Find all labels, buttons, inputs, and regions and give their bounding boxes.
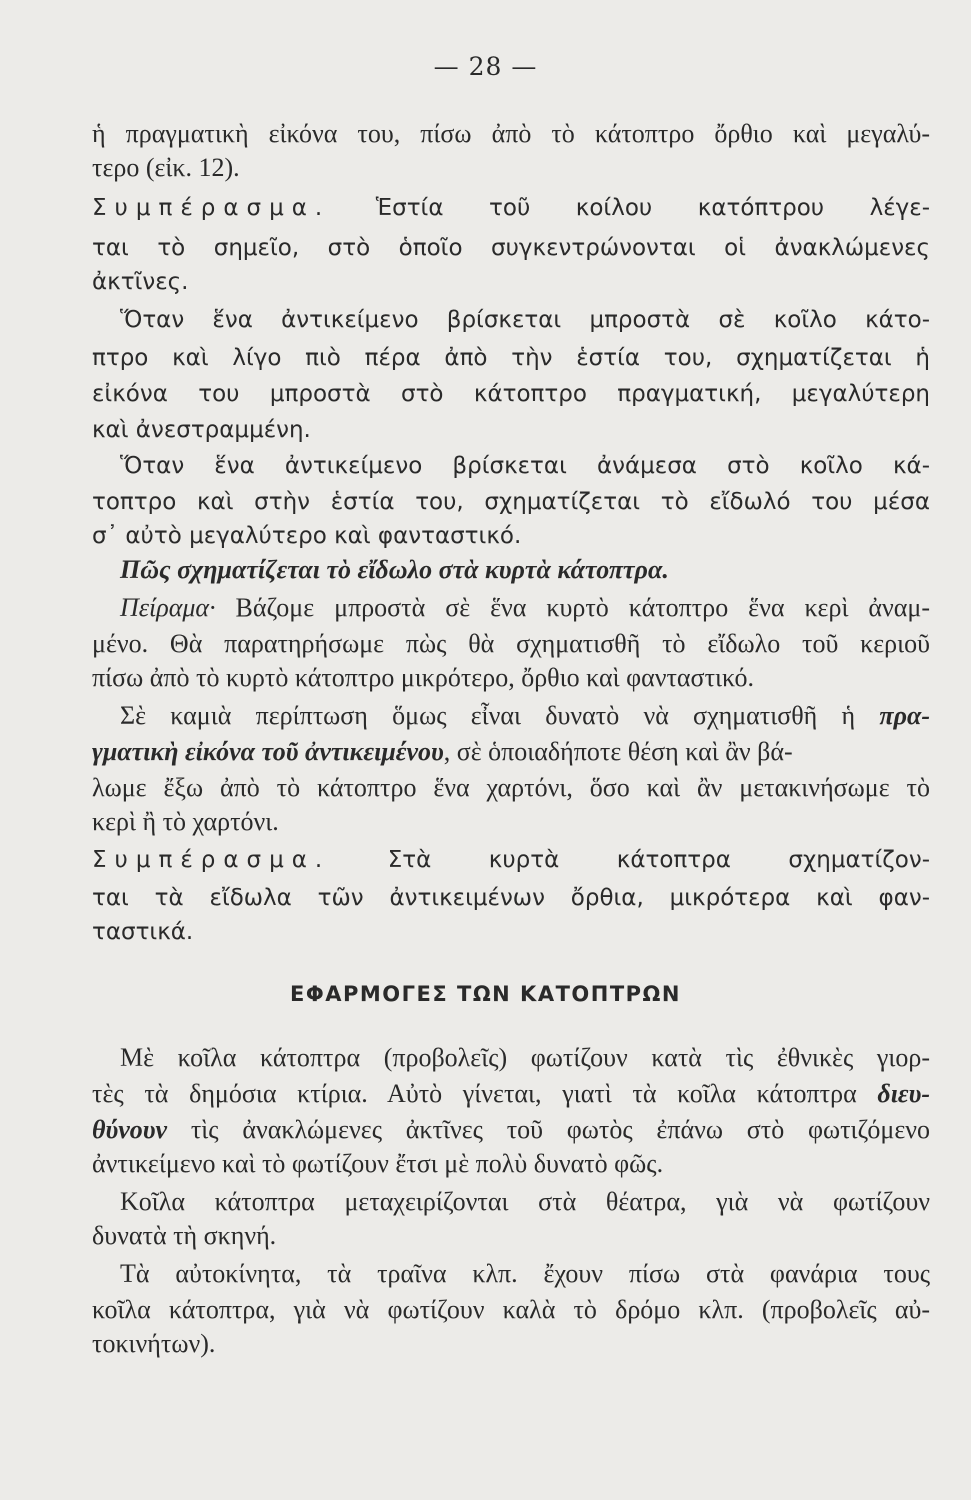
section-heading: ΕΦΑΡΜΟΓΕΣ ΤΩΝ ΚΑΤΟΠΤΡΩΝ xyxy=(290,982,681,1006)
text-span: τὲς τὰ δημόσια κτίρια. Αὐτὸ γίνεται, γιατὶ τὰ κοῖλα κάτοπτρα xyxy=(92,1079,857,1108)
text-line: ἀντικείμενο καὶ τὸ φωτίζουν ἔτσι μὲ πολὺ δυνατὸ φῶς. xyxy=(92,1149,664,1178)
emphasis-span: διευ- xyxy=(877,1079,930,1108)
page-number: — 28 — xyxy=(433,52,538,81)
text-line xyxy=(92,1076,930,1112)
text-line: Τὰ αὐτοκίνητα, τὰ τραῖνα κλπ. ἔχουν πίσω στὰ φανάρια τους xyxy=(120,1259,930,1288)
emphasis-span: πρα- xyxy=(879,701,931,730)
text-line xyxy=(92,1112,930,1148)
text-line: κερὶ ἢ τὸ χαρτόνι. xyxy=(92,807,279,836)
emphasis-span: θύνουν xyxy=(92,1115,168,1144)
text-line: δυνατὰ τὴ σκηνή. xyxy=(92,1221,277,1250)
text-line xyxy=(92,190,930,226)
text-line: Μὲ κοῖλα κάτοπτρα (προβολεῖς) φωτίζουν κατὰ τὶς ἐθνικὲς γιορ- xyxy=(120,1043,930,1072)
conclusion-label: Συμπέρασμα. xyxy=(92,847,331,873)
text-line: εἰκόνα του μπροστὰ στὸ κάτοπτρο πραγματική, μεγαλύτερη xyxy=(92,381,930,407)
text-line: ἡ πραγματικὴ εἰκόνα του, πίσω ἀπὸ τὸ κάτοπτρο ὄρθιο καὶ μεγαλύ- xyxy=(92,119,930,148)
emphasis-span: γματικὴ εἰκόνα τοῦ ἀντικειμένου xyxy=(92,737,444,766)
text-line: τοκινήτων). xyxy=(92,1329,216,1358)
text-line xyxy=(120,698,930,734)
subheading: Πῶς σχηματίζεται τὸ εἴδωλο στὰ κυρτὰ κάτοπτρα. xyxy=(120,555,669,584)
text-line: σ᾽ αὐτὸ μεγαλύτερο καὶ φανταστικό. xyxy=(92,523,522,549)
conclusion-label: Συμπέρασμα. xyxy=(92,195,331,221)
text-line: Ὅταν ἕνα ἀντικείμενο βρίσκεται ἀνάμεσα στὸ κοῖλο κά- xyxy=(120,453,930,479)
text-line: Κοῖλα κάτοπτρα μεταχειρίζονται στὰ θέατρα, γιὰ νὰ φωτίζουν xyxy=(120,1187,930,1216)
conclusion-text: Στὰ κυρτὰ κάτοπτρα σχηματίζον- xyxy=(387,847,930,873)
text-span: τὶς ἀνακλώμενες ἀκτῖνες τοῦ φωτὸς ἐπάνω στὸ φωτιζόμενο xyxy=(167,1115,930,1144)
text-line: λωμε ἔξω ἀπὸ τὸ κάτοπτρο ἕνα χαρτόνι, ὅσο καὶ ἂν μετακινήσωμε τὸ xyxy=(92,773,930,802)
experiment-text: Βάζομε μπροστὰ σὲ ἕνα κυρτὸ κάτοπτρο ἕνα κερὶ ἀναμ- xyxy=(235,593,930,622)
text-span: Σὲ καμιὰ περίπτωση ὅμως εἶναι δυνατὸ νὰ σχηματισθῆ ἡ xyxy=(120,701,856,730)
text-line xyxy=(92,734,930,770)
experiment-label: Πείραμα· xyxy=(120,593,216,622)
text-line: τοπτρο καὶ στὴν ἑστία του, σχηματίζεται τὸ εἴδωλό του μέσα xyxy=(92,489,930,515)
text-line: ἀκτῖνες. xyxy=(92,269,189,295)
text-line: ται τὸ σημεῖο, στὸ ὁποῖο συγκεντρώνονται οἱ ἀνακλώμενες xyxy=(92,235,930,261)
text-line: πίσω ἀπὸ τὸ κυρτὸ κάτοπτρο μικρότερο, ὄρθιο καὶ φανταστικό. xyxy=(92,663,755,692)
text-line: μένο. Θὰ παρατηρήσωμε πὼς θὰ σχηματισθῆ τὸ εἴδωλο τοῦ κεριοῦ xyxy=(92,629,930,658)
text-line: κοῖλα κάτοπτρα, γιὰ νὰ φωτίζουν καλὰ τὸ δρόμο κλπ. (προβολεῖς αὐ- xyxy=(92,1295,930,1324)
text-line xyxy=(120,590,930,626)
text-span: , σὲ ὁποιαδήποτε θέση καὶ ἂν βά- xyxy=(443,737,793,766)
text-line: ταστικά. xyxy=(92,919,194,945)
text-line: Ὅταν ἕνα ἀντικείμενο βρίσκεται μπροστὰ σὲ κοῖλο κάτο- xyxy=(120,307,930,333)
text-line: ται τὰ εἴδωλα τῶν ἀντικειμένων ὄρθια, μικρότερα καὶ φαν- xyxy=(92,885,930,911)
text-line xyxy=(92,842,930,878)
conclusion-text: Ἑστία τοῦ κοίλου κατόπτρου λέγε- xyxy=(375,195,931,221)
text-line: πτρο καὶ λίγο πιὸ πέρα ἀπὸ τὴν ἑστία του, σχηματίζεται ἡ xyxy=(92,345,930,371)
text-line: καὶ ἀνεστραμμένη. xyxy=(92,417,311,443)
text-line: τερο (εἰκ. 12). xyxy=(92,153,240,182)
